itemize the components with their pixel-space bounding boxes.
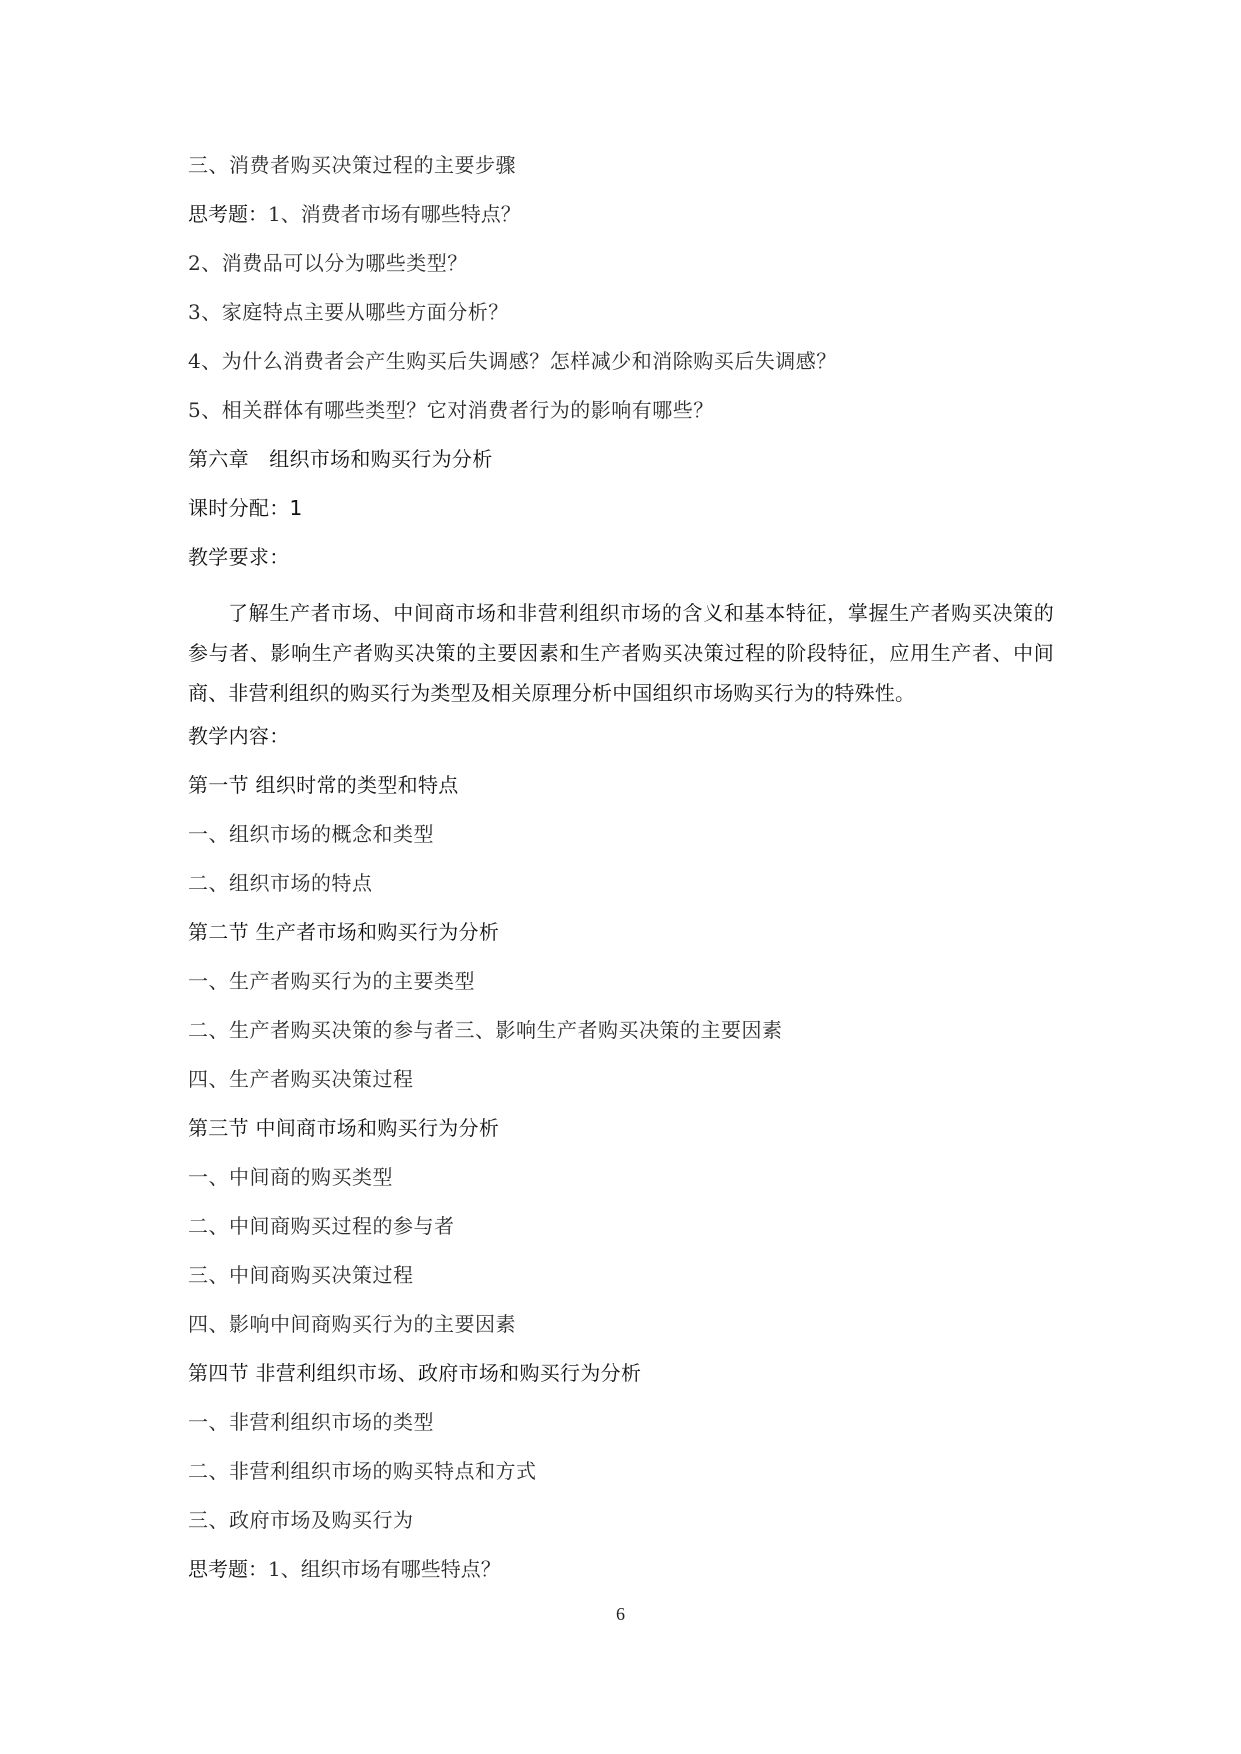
questions-label: 思考题： — [188, 202, 268, 226]
questions-heading-line — [188, 1552, 1058, 1601]
question-item: 2、消费品可以分为哪些类型？ — [188, 251, 468, 275]
class-hours: 课时分配：1 — [188, 496, 303, 520]
section-title: 第一节 组织时常的类型和特点 — [188, 773, 459, 797]
question-item: 4、为什么消费者会产生购买后失调感？怎样减少和消除购买后失调感？ — [188, 349, 837, 373]
teaching-content-label: 教学内容： — [188, 724, 290, 748]
outline-item: 一、中间商的购买类型 — [188, 1165, 393, 1189]
question-item: 3、家庭特点主要从哪些方面分析？ — [188, 300, 509, 324]
questions-label: 思考题： — [188, 1557, 268, 1581]
teaching-requirements-label: 教学要求： — [188, 545, 290, 569]
outline-item: 二、生产者购买决策的参与者三、影响生产者购买决策的主要因素 — [188, 1018, 783, 1042]
outline-item: 三、中间商购买决策过程 — [188, 1263, 414, 1287]
section-title: 第四节 非营利组织市场、政府市场和购买行为分析 — [188, 1361, 642, 1385]
question-item: 1、组织市场有哪些特点？ — [268, 1557, 501, 1581]
outline-item: 一、非营利组织市场的类型 — [188, 1410, 434, 1434]
outline-item: 三、消费者购买决策过程的主要步骤 — [188, 153, 516, 177]
question-item: 1、消费者市场有哪些特点？ — [268, 202, 521, 226]
questions-heading-line — [188, 197, 1058, 246]
page-content — [188, 148, 1058, 1601]
question-item: 5、相关群体有哪些类型？它对消费者行为的影响有哪些？ — [188, 398, 714, 422]
outline-item: 四、影响中间商购买行为的主要因素 — [188, 1312, 516, 1336]
outline-item: 二、组织市场的特点 — [188, 871, 373, 895]
teaching-requirements-text: 了解生产者市场、中间商市场和非营利组织市场的含义和基本特征，掌握生产者购买决策的参与者、影响生产者购买决策的主要因素和生产者购买决策过程的阶段特征，应用生产者、中间商、非营利组织的购买行为类型及相关原理分析中国组织市场购买行为的特殊性。 — [188, 601, 1054, 705]
section-title: 第二节 生产者市场和购买行为分析 — [188, 920, 500, 944]
page-number: 6 — [616, 1604, 625, 1624]
outline-item: 四、生产者购买决策过程 — [188, 1067, 414, 1091]
outline-item: 一、组织市场的概念和类型 — [188, 822, 434, 846]
chapter-title: 第六章 组织市场和购买行为分析 — [188, 447, 493, 471]
section-title: 第三节 中间商市场和购买行为分析 — [188, 1116, 500, 1140]
outline-item: 二、非营利组织市场的购买特点和方式 — [188, 1459, 537, 1483]
outline-item: 一、生产者购买行为的主要类型 — [188, 969, 475, 993]
outline-item: 三、政府市场及购买行为 — [188, 1508, 414, 1532]
outline-item: 二、中间商购买过程的参与者 — [188, 1214, 455, 1238]
